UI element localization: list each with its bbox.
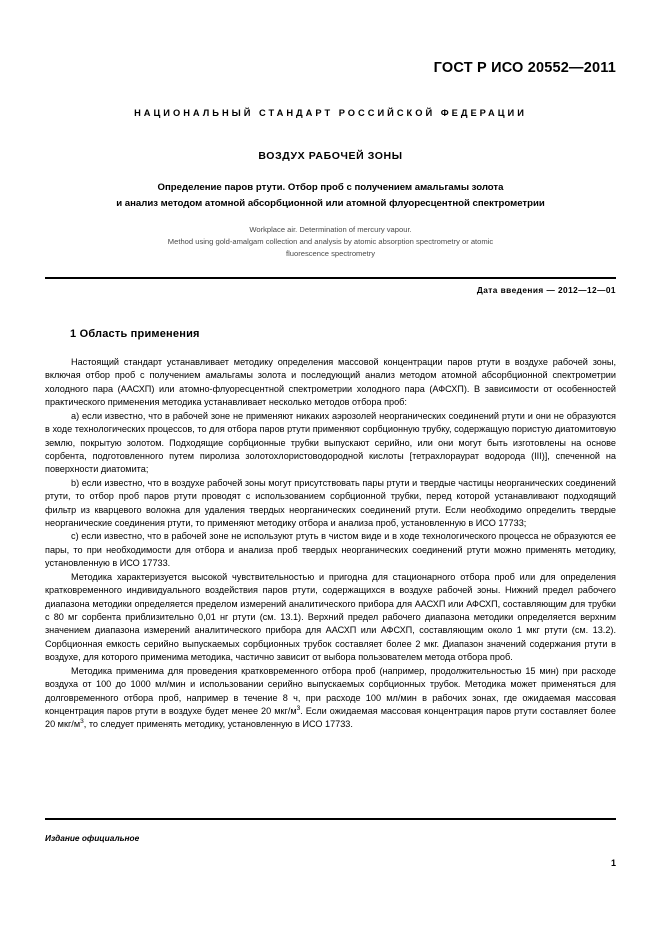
paragraph-scope-intro: Настоящий стандарт устанавливает методику определения массовой концентрации паров ртути в воздухе рабочей зоны, включая отбор проб с получением амальгамы золота и последующий анализ методом атомной абсорбционной спектрометрии холодного пара (ААСХП) или атомно-флуоресцентной спектрометрии холодного пара (АФСХП). В зависимости от особенностей практического применения методика устанавливает несколько методов отбора проб: (45, 357, 616, 408)
english-line-2: Method using gold-amalgam collection and analysis by atomic absorption spectrometry or atomic (167, 237, 494, 247)
english-line-3: fluorescence spectrometry (285, 249, 376, 259)
body-content (45, 356, 616, 732)
national-standard-label: НАЦИОНАЛЬНЫЙ СТАНДАРТ РОССИЙСКОЙ ФЕДЕРАЦИИ (134, 108, 527, 118)
page-title: ВОЗДУХ РАБОЧЕЙ ЗОНЫ (258, 150, 403, 162)
official-edition-note: Издание официальное (45, 833, 140, 843)
list-item-b: b) если известно, что в воздухе рабочей зоны могут присутствовать пары ртути и твердые частицы неорганических соединений ртути, то отбор проб паров ртути проводят с использованием сорбционной трубки, перед которой устанавливают подходящий фильтр из кварцевого волокна для удаления твердых неорганических соединений ртути. Если необходимо определить твердые неорганические соединения ртути, то применяют методику отбора и анализа проб, установленную в ИСО 17733; (45, 477, 616, 529)
superscript-cubic-meter-1: 3 (296, 704, 301, 712)
paragraph-part-3: , то следует применять методику, установленную в ИСО 17733. (83, 719, 353, 730)
page-number: 1 (610, 858, 616, 868)
introduction-date: Дата введения — 2012—12—01 (476, 285, 616, 295)
gost-standard-number: ГОСТ Р ИСО 20552—2011 (433, 60, 616, 76)
document-subtitle (45, 180, 616, 211)
list-item-a: a) если известно, что в рабочей зоне не применяют никаких аэрозолей неорганических соединений ртути и они не образуются в ходе технологических процессов, то для отбора паров ртути применяют сорбционную трубку, содержащую пористую диатомитовую землю, покрытую золотом. Подходящие сорбционные трубки выпускают серийно, или они могут быть изготовлены на основе сорбента, подготовленного путем пиролиза золотохлористоводородной кислоты [тетрахлораурат водорода (III)], спеченной на поверхности диатомита; (45, 410, 616, 475)
superscript-cubic-meter-2: 3 (80, 718, 84, 726)
section-heading-scope: 1 Область применения (70, 328, 200, 340)
english-line-1: Workplace air. Determination of mercury vapour. (249, 225, 412, 234)
header-divider-rule (45, 277, 616, 279)
paragraph-sampling-application (45, 665, 616, 732)
paragraph-method-sensitivity: Методика характеризуется высокой чувствительностью и пригодна для стационарного отбора проб или для определения кратковременного индивидуального воздействия паров ртути, содержащихся в воздухе рабочей зоны. Нижний предел рабочего диапазона методики определяется пределом измерений аналитического прибора для ААСХП или АФСХП, составляющим для трубки с 80 мг сорбента приблизительно 0,01 нг ртути (см. 13.1). Верхний предел рабочего диапазона методики определяется верхним значением диапазона измерений аналитического прибора для ААСХП или АФСХП, составляющим около 1 мкг ртути (см. 13.2). Сорбционная емкость серийно выпускаемых сорбционных трубок составляет более 2 мкг. Диапазон значений содержания ртути в воздухе, для которого применима методика, частично зависит от выбора пользователем метода отбора проб. (45, 571, 616, 663)
subtitle-line-2: и анализ методом атомной абсорбционной или атомной флуоресцентной спектрометрии (116, 197, 545, 209)
list-item-c: c) если известно, что в рабочей зоне не используют ртуть в чистом виде и в ходе технологического процесса не образуются ее пары, то при необходимости для отбора и анализа проб твердых неорганических соединений ртути можно применять методику, установленную в ИСО 17733. (45, 531, 616, 569)
footer-divider-rule (45, 818, 616, 820)
paragraph-part-2: . Если ожидаемая массовая концентрация паров ртути составляет более 20 мкг/м (45, 705, 616, 730)
paragraph-part-1: Методика применима для проведения кратковременного отбора проб (например, продолжительностью 15 мин) при расходе воздуха от 100 до 1000 мл/мин и использовании серийно выпускаемых сорбционных трубок. Методика может применяться для долговременного отбора проб, например в течение 8 ч, при расходе 100 мл/мин в рабочих зонах, где ожидаемая массовая концентрация паров ртути в воздухе будет менее 20 мкг/м (45, 665, 616, 716)
document-subtitle-english (60, 224, 601, 261)
subtitle-line-1: Определение паров ртути. Отбор проб с получением амальгамы золота (157, 182, 504, 193)
